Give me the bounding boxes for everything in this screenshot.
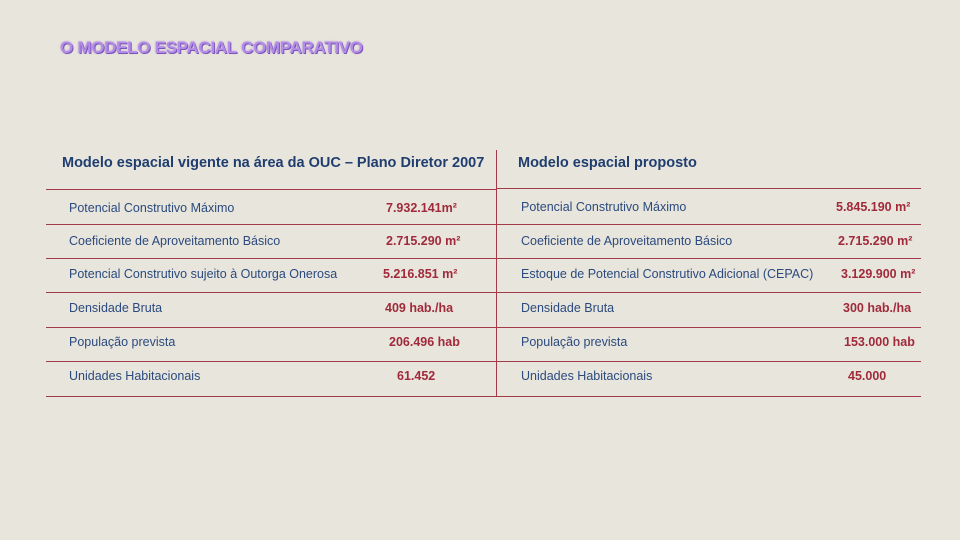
header-rule-left (46, 189, 496, 190)
right-row-value: 5.845.190 m² (836, 200, 911, 214)
left-row-label: Potencial Construtivo sujeito à Outorga Onerosa (69, 267, 338, 281)
left-column-header: Modelo espacial vigente na área da OUC – Plano Diretor 2007 (62, 155, 485, 171)
header-rule-right (497, 188, 921, 189)
right-row-label: Potencial Construtivo Máximo (521, 200, 687, 214)
row-rule (46, 327, 921, 328)
right-row-label: Unidades Habitacionais (521, 369, 653, 383)
row-rule (46, 292, 921, 293)
left-row-value: 7.932.141m² (386, 201, 457, 215)
right-row-label: Estoque de Potencial Construtivo Adicional (CEPAC) (521, 267, 814, 281)
column-divider (496, 150, 497, 396)
right-row-value: 300 hab./ha (843, 301, 912, 315)
left-row-label: Coeficiente de Aproveitamento Básico (69, 234, 281, 248)
row-rule (46, 224, 921, 225)
left-row-value: 5.216.851 m² (383, 267, 458, 281)
left-row-label: População prevista (69, 335, 176, 349)
row-rule (46, 396, 921, 397)
left-row-value: 206.496 hab (389, 335, 460, 349)
right-row-value: 3.129.900 m² (841, 267, 916, 281)
right-row-label: Densidade Bruta (521, 301, 615, 315)
right-row-value: 153.000 hab (844, 335, 915, 349)
slide-title: O MODELO ESPACIAL COMPARATIVO (60, 38, 363, 57)
right-row-value: 45.000 (848, 369, 887, 383)
right-column-header: Modelo espacial proposto (518, 155, 697, 171)
right-row-label: Coeficiente de Aproveitamento Básico (521, 234, 733, 248)
row-rule (46, 361, 921, 362)
left-row-label: Potencial Construtivo Máximo (69, 201, 235, 215)
row-rule (46, 258, 921, 259)
right-row-value: 2.715.290 m² (838, 234, 913, 248)
right-row-label: População prevista (521, 335, 628, 349)
left-row-label: Unidades Habitacionais (69, 369, 201, 383)
left-row-value: 2.715.290 m² (386, 234, 461, 248)
left-row-value: 409 hab./ha (385, 301, 454, 315)
left-row-label: Densidade Bruta (69, 301, 163, 315)
left-row-value: 61.452 (397, 369, 436, 383)
